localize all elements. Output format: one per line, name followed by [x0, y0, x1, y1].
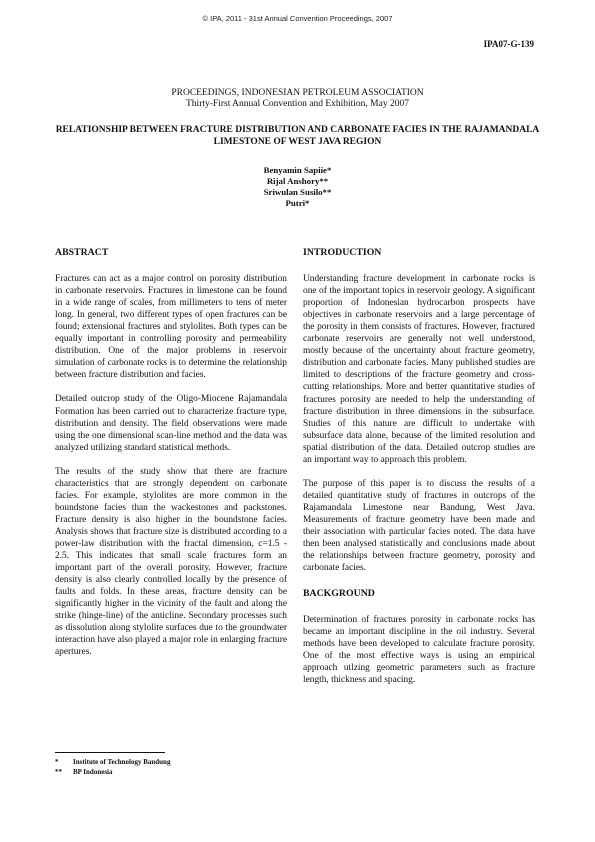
convention-line: Thirty-First Annual Convention and Exhibition, May 2007	[186, 99, 409, 109]
abstract-heading: ABSTRACT	[55, 247, 109, 258]
footnote	[55, 757, 170, 767]
footnote	[55, 767, 170, 777]
paper-id: IPA07-G-139	[483, 39, 534, 49]
introduction-paragraph: The purpose of this paper is to discuss the results of a detailed quantitative study of fractures in outcrops of the Rajamandala Limestone near Bandung, West Java. Measurements of fracture geometry have been made and their association with particular facies noted. The data have then been analysed statistically and conclusions made about the relationships between fracture geometry, porosity and carbonate facies.	[303, 478, 535, 574]
background-paragraph: Determination of fractures porosity in carbonate rocks has became an important discipline in the oil industry. Several methods have been developed to calculate fracture porosity. One of the most effective ways is using an empirical approach utlzing geometric parameters such as fracture length, thickness and spacing.	[303, 615, 535, 686]
left-column	[55, 247, 287, 670]
background-heading: BACKGROUND	[303, 588, 375, 600]
author: Sriwulan Susilo**	[263, 187, 332, 197]
abstract-paragraph: Fractures can act as a major control on porosity distribution in carbonate reservoirs. Fractures in limestone can be found in a wide range of scales, from millimeters to tens of meter long. In general, two different types of open fractures can be found; extensional fractures and stylolites. Both types can be equally important in controlling porosity and permeability distribution. One of the major problems in reservoir simulation of carbonate rocks is to determine the relationship between fracture distribution and facies.	[55, 274, 287, 381]
proceedings-title: PROCEEDINGS, INDONESIAN PETROLEUM ASSOCIATION	[171, 88, 424, 98]
author: Putri*	[285, 198, 310, 208]
footnote-text: Institute of Technology Bandung	[73, 758, 171, 766]
author: Rijal Anshory**	[266, 176, 329, 186]
abstract-paragraph: The results of the study show that there are fracture characteristics that are strongly dependent on carbonate facies. For example, stylolites are more common in the boundstone facies than the wackestones and packstones. Fracture density is also higher in the boundstone facies. Analysis shows that fracture size is distributed according to a power-law distribution with the fractal dimension, c=1.5 - 2.5. This indicates that small scale fractures form an important part of the overall porosity. However, fracture density is also clearly controlled locally by the presence of faults and folds. In these areas, fracture density can be significantly higher in the vicinity of the fault and along the strike (hinge-line) of the anticline. Secondary processes such as dissolution along stylolite surfaces due to the groundwater interaction have also played a major role in enlarging fracture apertures.	[55, 466, 287, 658]
footnote-divider	[55, 752, 165, 753]
introduction-paragraph: Understanding fracture development in carbonate rocks is one of the important topics in reservoir geology. A significant proportion of Indonesian hydrocarbon prospects have objectives in carbonate reservoirs and a large percentage of the porosity in them consists of fractures. However, fractured carbonate reservoirs are generally not well understood, mostly because of the uncertainty about fracture geometry, distribution and carbonate facies. Many published studies are limited to descriptions of the fracture geometry and cross-cutting relationships. More and better quantitative studies of fractures porosity are needed to help the understanding of fracture distribution in three dimensions in the subsurface. Studies of this nature are difficult to undertake with subsurface data alone, because of the limited resolution and spatial distribution of the data. Detailed outcrop studies are an important way to approach this problem.	[303, 274, 535, 465]
copyright-watermark: © IPA, 2011 - 31st Annual Convention Proceedings, 2007	[202, 14, 393, 23]
right-column	[303, 247, 535, 699]
abstract-paragraph: Detailed outcrop study of the Oligo-Miocene Rajamandala Formation has been carried out to characterize fracture type, distribution and density. The field observations were made using the one dimensional scan-line method and the data was analyzed utilizing standard statistical methods.	[55, 394, 287, 453]
author: Benyamin Sapiie*	[263, 165, 332, 175]
footnote-text: BP Indonesia	[73, 768, 113, 776]
proceedings-header	[0, 88, 595, 110]
introduction-heading: INTRODUCTION	[303, 247, 382, 258]
footnote-mark: **	[55, 768, 62, 776]
footnote-mark: *	[55, 758, 59, 766]
paper-title: RELATIONSHIP BETWEEN FRACTURE DISTRIBUTION AND CARBONATE FACIES IN THE RAJAMANDALA LIMESTONE OF WEST JAVA REGION	[55, 125, 540, 147]
author-list	[0, 165, 595, 209]
footnotes	[55, 757, 170, 777]
